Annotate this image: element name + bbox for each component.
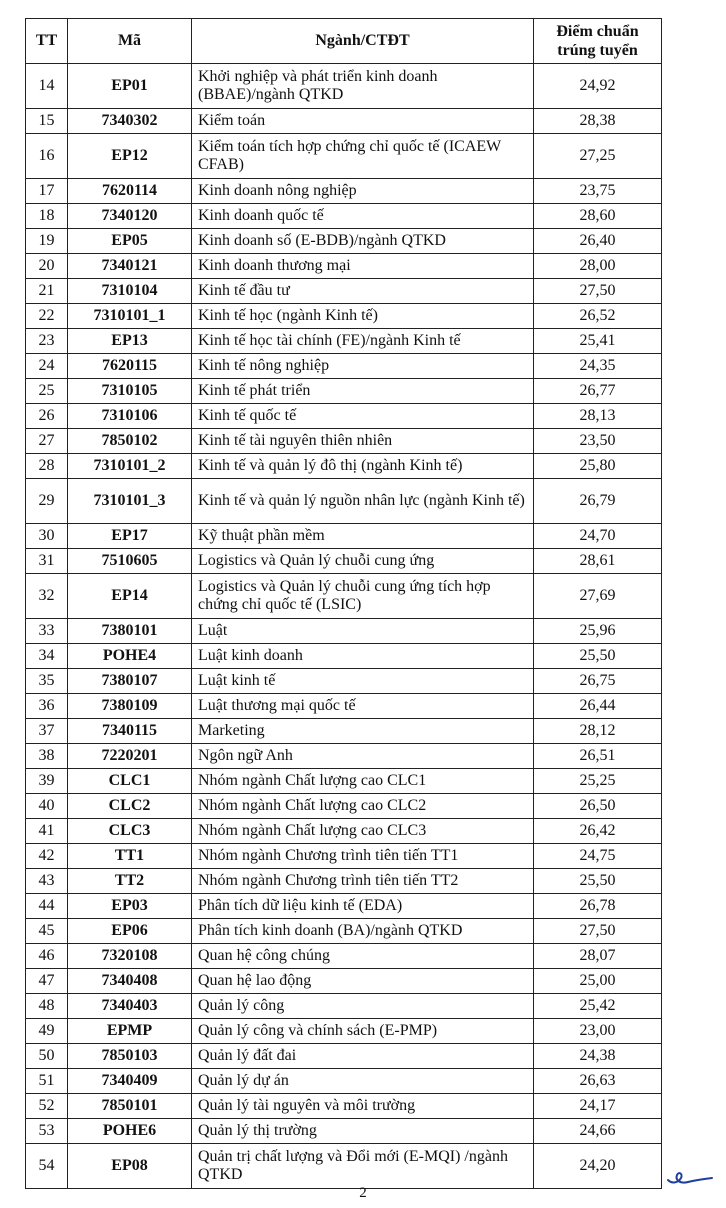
table-row — [26, 719, 662, 744]
cutoff-score: 28,00 — [534, 254, 662, 279]
header-code: Mã — [68, 19, 192, 64]
program-name: Kinh doanh nông nghiệp — [192, 179, 534, 204]
cutoff-score: 26,77 — [534, 379, 662, 404]
row-number: 51 — [26, 1069, 68, 1094]
table-row — [26, 574, 662, 619]
row-number: 49 — [26, 1019, 68, 1044]
cutoff-score: 27,50 — [534, 279, 662, 304]
row-number: 21 — [26, 279, 68, 304]
cutoff-score: 28,38 — [534, 109, 662, 134]
row-number: 42 — [26, 844, 68, 869]
program-code: 7620115 — [68, 354, 192, 379]
program-code: 7340115 — [68, 719, 192, 744]
program-name: Kiểm toán — [192, 109, 534, 134]
cutoff-score: 24,92 — [534, 64, 662, 109]
table-row — [26, 479, 662, 524]
program-code: 7310101_3 — [68, 479, 192, 524]
table-row — [26, 254, 662, 279]
table-row — [26, 379, 662, 404]
program-name: Kinh doanh quốc tế — [192, 204, 534, 229]
row-number: 37 — [26, 719, 68, 744]
row-number: 46 — [26, 944, 68, 969]
table-row — [26, 109, 662, 134]
row-number: 43 — [26, 869, 68, 894]
cutoff-score: 23,75 — [534, 179, 662, 204]
table-row — [26, 1069, 662, 1094]
table-row — [26, 354, 662, 379]
program-code: 7510605 — [68, 549, 192, 574]
program-code: CLC2 — [68, 794, 192, 819]
table-row — [26, 944, 662, 969]
cutoff-score: 27,69 — [534, 574, 662, 619]
row-number: 25 — [26, 379, 68, 404]
program-code: 7380107 — [68, 669, 192, 694]
program-name: Phân tích kinh doanh (BA)/ngành QTKD — [192, 919, 534, 944]
row-number: 32 — [26, 574, 68, 619]
program-name: Kinh doanh thương mại — [192, 254, 534, 279]
cutoff-score: 23,50 — [534, 429, 662, 454]
program-name: Luật — [192, 619, 534, 644]
cutoff-score: 26,42 — [534, 819, 662, 844]
program-name: Kinh tế quốc tế — [192, 404, 534, 429]
row-number: 34 — [26, 644, 68, 669]
program-code: CLC1 — [68, 769, 192, 794]
program-name: Kinh tế đầu tư — [192, 279, 534, 304]
cutoff-score: 26,40 — [534, 229, 662, 254]
cutoff-score: 26,63 — [534, 1069, 662, 1094]
table-row — [26, 619, 662, 644]
program-code: 7340408 — [68, 969, 192, 994]
admission-scores-table — [25, 18, 662, 1189]
program-code: 7310101_2 — [68, 454, 192, 479]
cutoff-score: 25,41 — [534, 329, 662, 354]
table-row — [26, 819, 662, 844]
cutoff-score: 28,60 — [534, 204, 662, 229]
cutoff-score: 26,78 — [534, 894, 662, 919]
signature-mark — [664, 1166, 714, 1192]
program-code: 7850103 — [68, 1044, 192, 1069]
cutoff-score: 24,75 — [534, 844, 662, 869]
table-row — [26, 869, 662, 894]
row-number: 27 — [26, 429, 68, 454]
program-code: CLC3 — [68, 819, 192, 844]
table-row — [26, 304, 662, 329]
program-code: 7340121 — [68, 254, 192, 279]
program-name: Quản lý công — [192, 994, 534, 1019]
row-number: 38 — [26, 744, 68, 769]
program-name: Kinh tế và quản lý nguồn nhân lực (ngành Kinh tế) — [192, 479, 534, 524]
row-number: 23 — [26, 329, 68, 354]
table-row — [26, 549, 662, 574]
program-code: EP17 — [68, 524, 192, 549]
table-row — [26, 524, 662, 549]
cutoff-score: 28,13 — [534, 404, 662, 429]
table-row — [26, 404, 662, 429]
table-row — [26, 1119, 662, 1144]
table-row — [26, 994, 662, 1019]
row-number: 54 — [26, 1144, 68, 1189]
program-code: 7380109 — [68, 694, 192, 719]
cutoff-score: 24,17 — [534, 1094, 662, 1119]
program-code: 7340403 — [68, 994, 192, 1019]
row-number: 44 — [26, 894, 68, 919]
table-row — [26, 229, 662, 254]
table-row — [26, 694, 662, 719]
program-name: Quản trị chất lượng và Đổi mới (E-MQI) /ngành QTKD — [192, 1144, 534, 1189]
program-code: 7220201 — [68, 744, 192, 769]
program-name: Logistics và Quản lý chuỗi cung ứng — [192, 549, 534, 574]
table-row — [26, 204, 662, 229]
page-number: 2 — [359, 1185, 367, 1201]
program-name: Logistics và Quản lý chuỗi cung ứng tích hợp chứng chỉ quốc tế (LSIC) — [192, 574, 534, 619]
cutoff-score: 24,70 — [534, 524, 662, 549]
program-code: 7340409 — [68, 1069, 192, 1094]
program-name: Nhóm ngành Chương trình tiên tiến TT2 — [192, 869, 534, 894]
cutoff-score: 25,25 — [534, 769, 662, 794]
cutoff-score: 26,50 — [534, 794, 662, 819]
header-score-line2: trúng tuyển — [557, 42, 638, 59]
row-number: 22 — [26, 304, 68, 329]
row-number: 33 — [26, 619, 68, 644]
row-number: 40 — [26, 794, 68, 819]
table-row — [26, 179, 662, 204]
row-number: 17 — [26, 179, 68, 204]
table-row — [26, 429, 662, 454]
cutoff-score: 24,35 — [534, 354, 662, 379]
row-number: 39 — [26, 769, 68, 794]
table-row — [26, 64, 662, 109]
header-program: Ngành/CTĐT — [192, 19, 534, 64]
cutoff-score: 28,07 — [534, 944, 662, 969]
cutoff-score: 28,61 — [534, 549, 662, 574]
program-code: 7310105 — [68, 379, 192, 404]
row-number: 16 — [26, 134, 68, 179]
program-code: 7310104 — [68, 279, 192, 304]
program-code: 7310106 — [68, 404, 192, 429]
program-name: Ngôn ngữ Anh — [192, 744, 534, 769]
program-name: Marketing — [192, 719, 534, 744]
cutoff-score: 26,51 — [534, 744, 662, 769]
program-name: Nhóm ngành Chương trình tiên tiến TT1 — [192, 844, 534, 869]
program-code: 7340302 — [68, 109, 192, 134]
program-code: EP06 — [68, 919, 192, 944]
table-row — [26, 1144, 662, 1189]
program-name: Kinh tế và quản lý đô thị (ngành Kinh tế) — [192, 454, 534, 479]
cutoff-score: 24,20 — [534, 1144, 662, 1189]
table-row — [26, 1019, 662, 1044]
row-number: 31 — [26, 549, 68, 574]
program-code: EP12 — [68, 134, 192, 179]
cutoff-score: 25,96 — [534, 619, 662, 644]
row-number: 14 — [26, 64, 68, 109]
program-code: 7320108 — [68, 944, 192, 969]
row-number: 45 — [26, 919, 68, 944]
table-row — [26, 894, 662, 919]
program-name: Kiểm toán tích hợp chứng chỉ quốc tế (ICAEW CFAB) — [192, 134, 534, 179]
row-number: 53 — [26, 1119, 68, 1144]
program-code: 7380101 — [68, 619, 192, 644]
cutoff-score: 24,38 — [534, 1044, 662, 1069]
row-number: 36 — [26, 694, 68, 719]
program-code: EP13 — [68, 329, 192, 354]
program-name: Kinh tế học tài chính (FE)/ngành Kinh tế — [192, 329, 534, 354]
program-code: TT2 — [68, 869, 192, 894]
program-name: Kinh tế phát triển — [192, 379, 534, 404]
program-code: 7310101_1 — [68, 304, 192, 329]
row-number: 48 — [26, 994, 68, 1019]
program-name: Quan hệ lao động — [192, 969, 534, 994]
row-number: 26 — [26, 404, 68, 429]
row-number: 35 — [26, 669, 68, 694]
table-row — [26, 844, 662, 869]
program-name: Nhóm ngành Chất lượng cao CLC3 — [192, 819, 534, 844]
program-name: Quản lý công và chính sách (E-PMP) — [192, 1019, 534, 1044]
cutoff-score: 26,44 — [534, 694, 662, 719]
cutoff-score: 28,12 — [534, 719, 662, 744]
header-score — [534, 19, 662, 64]
cutoff-score: 23,00 — [534, 1019, 662, 1044]
program-name: Kinh tế học (ngành Kinh tế) — [192, 304, 534, 329]
cutoff-score: 25,50 — [534, 644, 662, 669]
program-name: Luật thương mại quốc tế — [192, 694, 534, 719]
row-number: 30 — [26, 524, 68, 549]
program-name: Quản lý đất đai — [192, 1044, 534, 1069]
cutoff-score: 24,66 — [534, 1119, 662, 1144]
table-body — [26, 64, 662, 1189]
program-name: Luật kinh tế — [192, 669, 534, 694]
row-number: 29 — [26, 479, 68, 524]
program-name: Quản lý tài nguyên và môi trường — [192, 1094, 534, 1119]
table-row — [26, 919, 662, 944]
program-name: Quản lý dự án — [192, 1069, 534, 1094]
program-code: POHE4 — [68, 644, 192, 669]
table-row — [26, 134, 662, 179]
table-row — [26, 454, 662, 479]
row-number: 20 — [26, 254, 68, 279]
table-row — [26, 669, 662, 694]
program-code: 7620114 — [68, 179, 192, 204]
table-header-row — [26, 19, 662, 64]
table-row — [26, 794, 662, 819]
table-row — [26, 329, 662, 354]
header-tt: TT — [26, 19, 68, 64]
cutoff-score: 26,52 — [534, 304, 662, 329]
cutoff-score: 27,25 — [534, 134, 662, 179]
program-code: 7850101 — [68, 1094, 192, 1119]
table-row — [26, 644, 662, 669]
row-number: 28 — [26, 454, 68, 479]
program-code: POHE6 — [68, 1119, 192, 1144]
cutoff-score: 25,00 — [534, 969, 662, 994]
row-number: 18 — [26, 204, 68, 229]
program-code: EP05 — [68, 229, 192, 254]
program-code: EPMP — [68, 1019, 192, 1044]
program-name: Kinh tế tài nguyên thiên nhiên — [192, 429, 534, 454]
row-number: 41 — [26, 819, 68, 844]
program-name: Kinh doanh số (E-BDB)/ngành QTKD — [192, 229, 534, 254]
table-row — [26, 279, 662, 304]
program-code: EP03 — [68, 894, 192, 919]
row-number: 24 — [26, 354, 68, 379]
row-number: 19 — [26, 229, 68, 254]
program-name: Nhóm ngành Chất lượng cao CLC1 — [192, 769, 534, 794]
cutoff-score: 27,50 — [534, 919, 662, 944]
program-name: Luật kinh doanh — [192, 644, 534, 669]
header-score-line1: Điểm chuẩn — [556, 23, 639, 40]
table-row — [26, 1044, 662, 1069]
row-number: 47 — [26, 969, 68, 994]
program-name: Kinh tế nông nghiệp — [192, 354, 534, 379]
program-code: EP01 — [68, 64, 192, 109]
program-name: Kỹ thuật phần mềm — [192, 524, 534, 549]
program-name: Quan hệ công chúng — [192, 944, 534, 969]
program-code: EP08 — [68, 1144, 192, 1189]
cutoff-score: 25,80 — [534, 454, 662, 479]
cutoff-score: 25,50 — [534, 869, 662, 894]
cutoff-score: 26,79 — [534, 479, 662, 524]
program-name: Khởi nghiệp và phát triển kinh doanh (BBAE)/ngành QTKD — [192, 64, 534, 109]
program-code: EP14 — [68, 574, 192, 619]
row-number: 52 — [26, 1094, 68, 1119]
program-name: Quản lý thị trường — [192, 1119, 534, 1144]
program-code: 7340120 — [68, 204, 192, 229]
row-number: 50 — [26, 1044, 68, 1069]
program-name: Phân tích dữ liệu kinh tế (EDA) — [192, 894, 534, 919]
program-code: 7850102 — [68, 429, 192, 454]
cutoff-score: 26,75 — [534, 669, 662, 694]
cutoff-score: 25,42 — [534, 994, 662, 1019]
program-name: Nhóm ngành Chất lượng cao CLC2 — [192, 794, 534, 819]
table-row — [26, 969, 662, 994]
table-row — [26, 769, 662, 794]
table-row — [26, 744, 662, 769]
row-number: 15 — [26, 109, 68, 134]
table-row — [26, 1094, 662, 1119]
program-code: TT1 — [68, 844, 192, 869]
